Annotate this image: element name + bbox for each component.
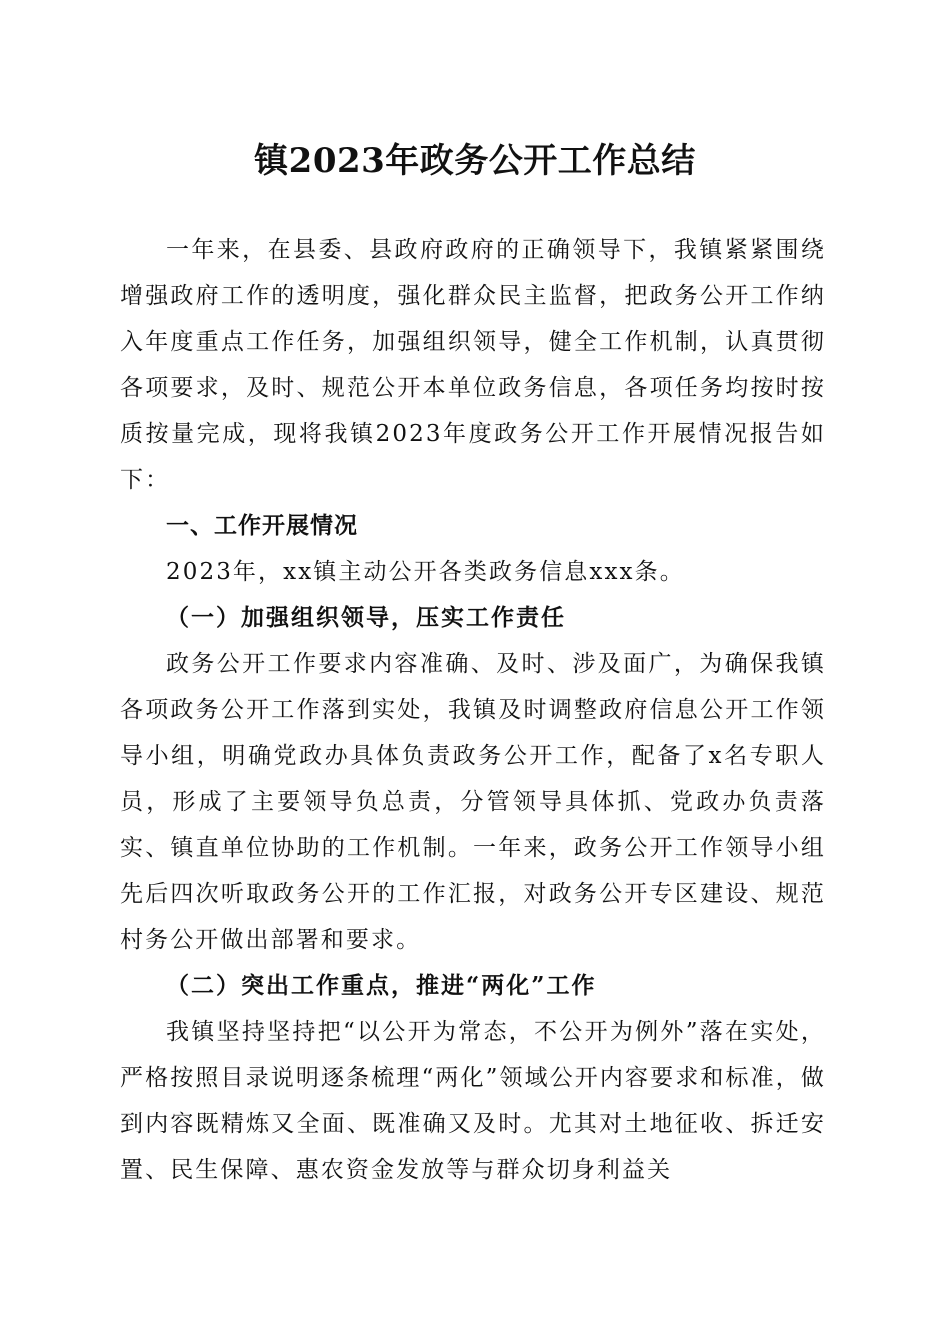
subsection-heading-key-work: （二）突出工作重点，推进“两化”工作 (166, 972, 597, 999)
subsection-heading-organization: （一）加强组织领导，压实工作责任 (166, 604, 566, 631)
key-work-paragraph: 我镇坚持坚持把“以公开为常态，不公开为例外”落在实处，严格按照目录说明逐条梳理“两化”领域公开内容要求和标准，做到内容既精炼又全面、既准确又及时。尤其对土地征收、拆迁安置、民生保障、惠农资金发放等与群众切身利益关 (120, 1019, 826, 1183)
organization-paragraph: 政务公开工作要求内容准确、及时、涉及面广，为确保我镇各项政务公开工作落到实处，我镇及时调整政府信息公开工作领导小组，明确党政办具体负责政务公开工作，配备了x名专职人员，形成了主要领导负总责，分管领导具体抓、党政办负责落实、镇直单位协助的工作机制。一年来，政务公开工作领导小组先后四次听取政务公开的工作汇报，对政务公开专区建设、规范村务公开做出部署和要求。 (120, 651, 826, 953)
section-heading-work-status: 一、工作开展情况 (166, 513, 358, 539)
document-body (120, 227, 826, 1193)
document-title: 镇2023年政务公开工作总结 (254, 141, 696, 181)
summary-paragraph: 2023年，xx镇主动公开各类政务信息xxx条。 (166, 559, 685, 585)
intro-paragraph: 一年来，在县委、县政府政府的正确领导下，我镇紧紧围绕增强政府工作的透明度，强化群众民主监督，把政务公开工作纳入年度重点工作任务，加强组织领导，健全工作机制，认真贯彻各项要求，及时、规范公开本单位政务信息，各项任务均按时按质按量完成，现将我镇2023年度政务公开工作开展情况报告如下： (120, 237, 826, 493)
